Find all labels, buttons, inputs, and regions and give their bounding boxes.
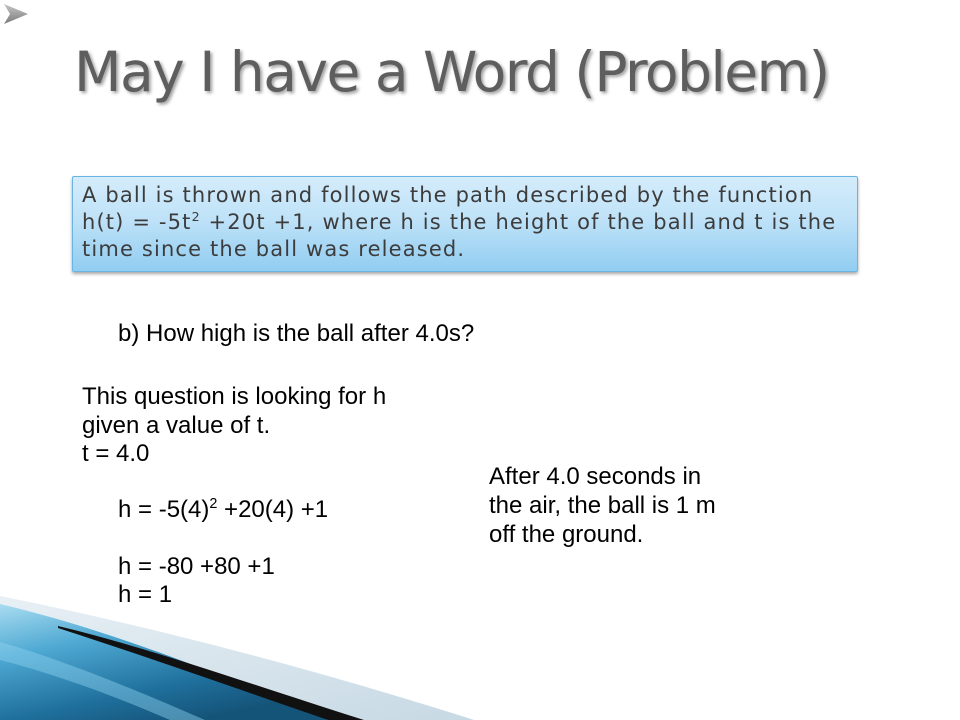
problem-statement xyxy=(82,182,836,263)
corner-arrow-shape xyxy=(4,4,28,24)
function-definition-end: +20t +1, where h is the height of the ball and t is the xyxy=(200,210,837,234)
work-step-1-start: h = -5(4) xyxy=(118,496,210,523)
answer-line-3: off the ground. xyxy=(489,521,644,548)
problem-line-3: time since the ball was released. xyxy=(82,237,466,261)
problem-line-2 xyxy=(82,209,836,236)
work-step-1 xyxy=(118,495,328,524)
slide-title: May I have a Word (Problem) xyxy=(74,40,829,104)
function-exponent: 2 xyxy=(191,209,201,225)
bottom-left-swoosh xyxy=(0,590,480,720)
problem-statement-box xyxy=(72,176,858,272)
answer-line-2: the air, the ball is 1 m xyxy=(489,492,716,519)
answer-text xyxy=(489,462,716,549)
corner-arrow-icon xyxy=(2,2,30,26)
work-step-2: h = -80 +80 +1 xyxy=(118,553,275,580)
explanation-line-1: This question is looking for h xyxy=(82,383,387,410)
question-text: b) How high is the ball after 4.0s? xyxy=(118,320,475,347)
work-step-1-end: +20(4) +1 xyxy=(217,496,329,523)
answer-line-1: After 4.0 seconds in xyxy=(489,463,702,490)
work-step-1-exponent: 2 xyxy=(209,496,218,513)
explanation-text xyxy=(82,383,386,469)
function-definition-start: h(t) = -5t xyxy=(82,210,192,234)
work-step-3: h = 1 xyxy=(118,581,173,608)
explanation-line-2: given a value of t. xyxy=(82,411,271,439)
explanation-line-3: t = 4.0 xyxy=(82,440,150,467)
problem-line-1: A ball is thrown and follows the path described by the function xyxy=(82,183,814,207)
